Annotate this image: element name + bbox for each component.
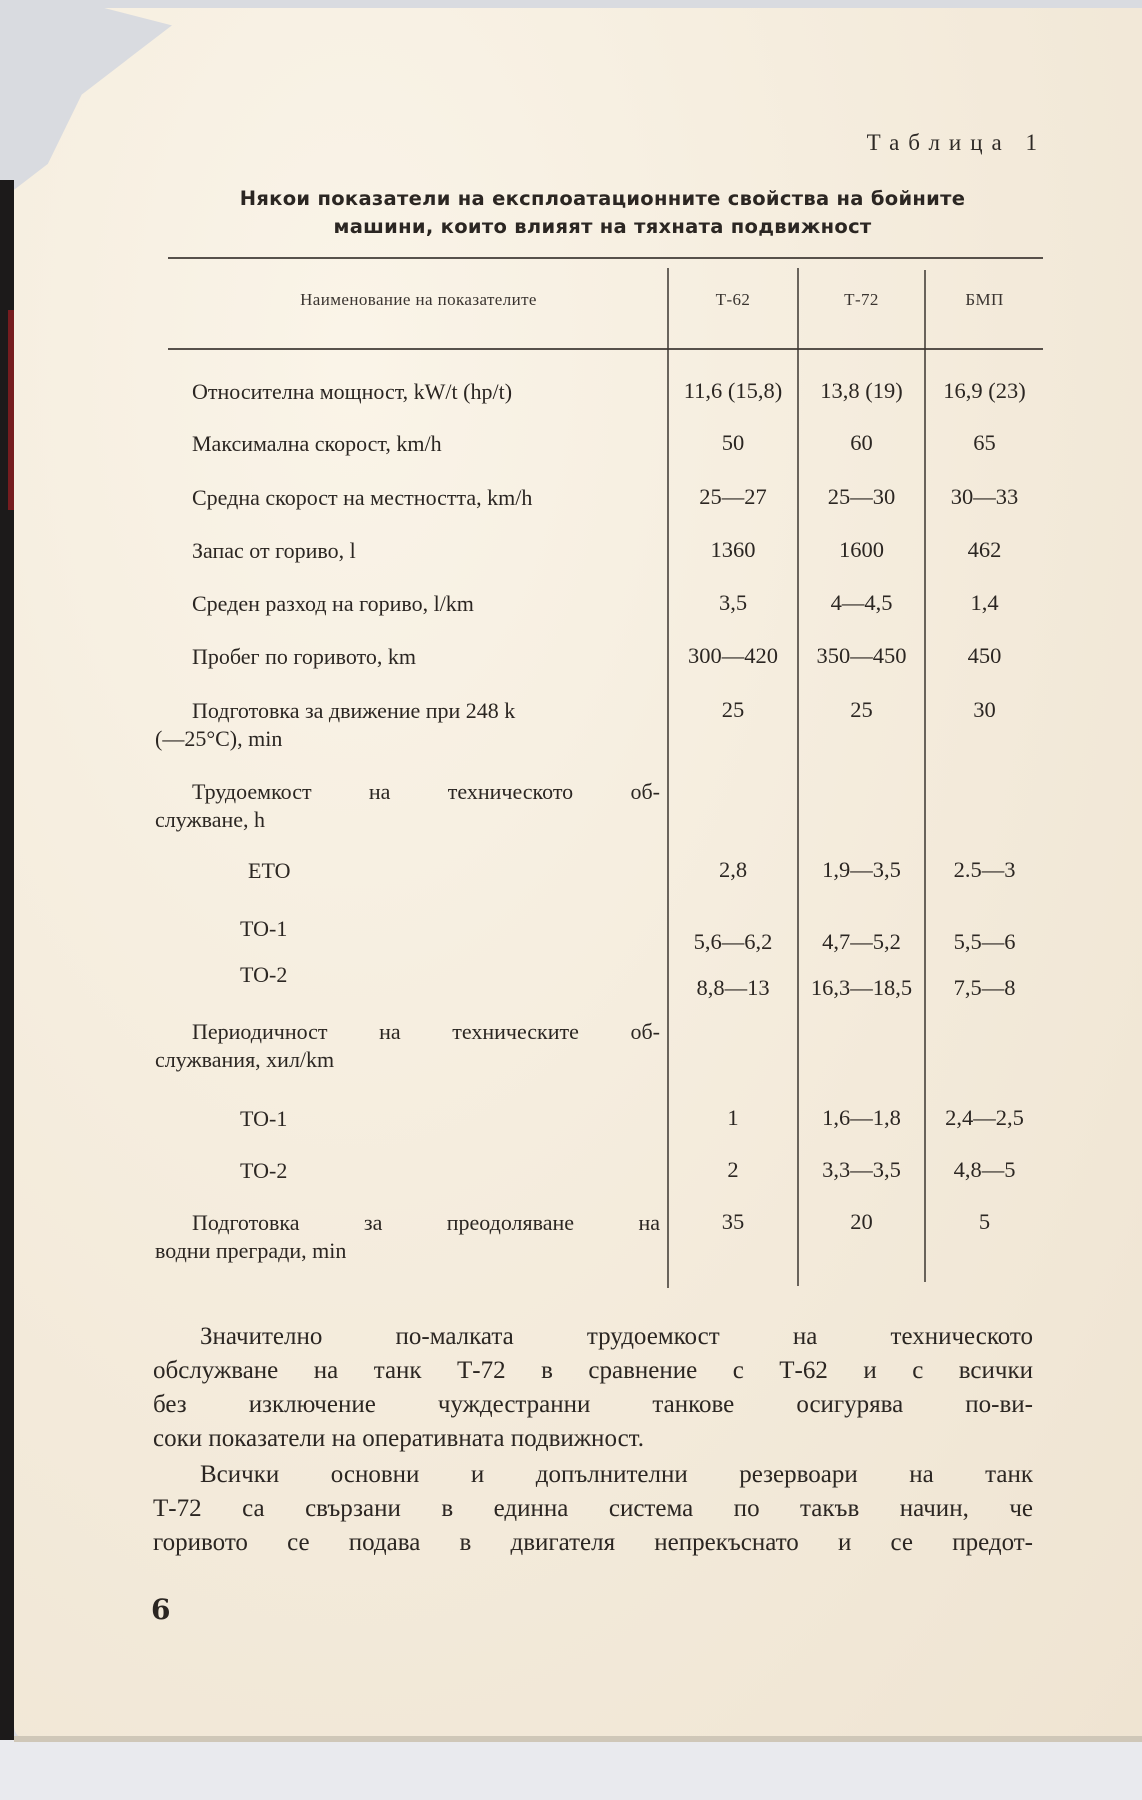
row-label-line: Периодичност на техническите об- bbox=[192, 1019, 660, 1044]
cell-t72: 1,6—1,8 bbox=[822, 1105, 901, 1130]
row-label bbox=[240, 1157, 287, 1185]
row-label bbox=[192, 484, 532, 512]
row-label-line: служване, h bbox=[155, 807, 266, 832]
row-label-line: ТО-2 bbox=[240, 962, 288, 987]
page-edge bbox=[14, 1736, 1142, 1742]
cell-bmp: 65 bbox=[973, 430, 996, 455]
caption-line-2: машини, които влияят на тяхната подвижност bbox=[333, 215, 872, 238]
row-label-line: Пробег по горивото, km bbox=[192, 644, 416, 669]
binding-thread bbox=[8, 310, 14, 510]
cell-bmp: 7,5—8 bbox=[953, 975, 1016, 1000]
cell-t72: 4,7—5,2 bbox=[822, 929, 901, 954]
row-label-line: ТО-1 bbox=[240, 1106, 288, 1131]
cell-t62: 8,8—13 bbox=[696, 975, 770, 1000]
cell-bmp: 5,5—6 bbox=[953, 929, 1016, 954]
cell-t62: 2,8 bbox=[718, 857, 748, 882]
cell-bmp: 5 bbox=[978, 1209, 991, 1234]
row-label-line: Подготовка за движение при 248 k bbox=[192, 698, 516, 723]
cell-t72: 25 bbox=[850, 697, 873, 722]
row-label-line: Максимална скорост, km/h bbox=[192, 431, 442, 456]
cell-t72: 13,8 (19) bbox=[820, 378, 903, 403]
row-label bbox=[155, 1018, 660, 1074]
row-label-line: служвания, хил/km bbox=[155, 1047, 335, 1072]
row-label bbox=[192, 378, 512, 406]
cell-t72: 60 bbox=[850, 430, 873, 455]
cell-t62: 5,6—6,2 bbox=[693, 929, 773, 954]
row-label bbox=[192, 643, 416, 671]
cell-t72: 3,3—3,5 bbox=[822, 1157, 901, 1182]
cell-bmp: 450 bbox=[967, 643, 1002, 668]
header-indicator-name: Наименование на показателите bbox=[300, 290, 537, 309]
header-t72: Т-72 bbox=[844, 290, 879, 309]
cell-t62: 35 bbox=[721, 1209, 745, 1234]
row-label bbox=[248, 857, 290, 885]
header-bmp: БМП bbox=[965, 290, 1004, 309]
cell-t62: 11,6 (15,8) bbox=[683, 378, 783, 403]
row-label-line: Средна скорост на местността, km/h bbox=[192, 485, 533, 510]
paragraph-2-line: Т-72 са свързани в единна система по такъв начин, че bbox=[153, 1495, 1033, 1522]
caption-line-1: Някои показатели на експлоатационните свойства на бойните bbox=[239, 187, 966, 210]
row-label bbox=[155, 778, 660, 834]
cell-bmp: 2.5—3 bbox=[953, 857, 1016, 882]
cell-t72: 350—450 bbox=[816, 643, 907, 668]
paragraph-1-line: без изключение чуждестранни танкове осигурява по-ви- bbox=[153, 1391, 1033, 1418]
cell-t72: 4—4,5 bbox=[830, 590, 893, 615]
scan-background bbox=[0, 1740, 1142, 1800]
row-label bbox=[192, 537, 356, 565]
row-label-line: Подготовка за преодоляване на bbox=[192, 1210, 660, 1235]
paragraph-1 bbox=[153, 1320, 1033, 1456]
cell-t62: 3,5 bbox=[718, 590, 748, 615]
row-label bbox=[240, 915, 287, 943]
paragraph-2 bbox=[153, 1458, 1033, 1560]
page-number: 6 bbox=[151, 1593, 171, 1626]
paragraph-1-line: соки показатели на оперативната подвижност. bbox=[153, 1425, 644, 1452]
row-label bbox=[155, 1209, 660, 1265]
cell-bmp: 1,4 bbox=[970, 590, 999, 615]
row-label-line: Трудоемкост на техническото об- bbox=[192, 779, 660, 804]
cell-bmp: 4,8—5 bbox=[953, 1157, 1016, 1182]
paragraph-2-line: Всички основни и допълнителни резервоари на танк bbox=[200, 1461, 1033, 1488]
column-divider-1 bbox=[667, 268, 669, 1288]
row-label bbox=[192, 590, 474, 618]
cell-t62: 50 bbox=[721, 430, 745, 455]
cell-t62: 300—420 bbox=[688, 643, 778, 668]
cell-t72: 1,9—3,5 bbox=[822, 857, 901, 882]
table-top-rule bbox=[168, 257, 1043, 259]
row-label bbox=[240, 1105, 287, 1133]
table-number: Таблица 1 bbox=[866, 130, 1046, 155]
cell-bmp: 16,9 (23) bbox=[943, 378, 1026, 403]
row-label-line: (—25°C), min bbox=[155, 726, 283, 751]
paragraph-2-line: горивото се подава в двигателя непрекъснато и се предот- bbox=[153, 1529, 1033, 1556]
paragraph-1-line: обслужване на танк Т-72 в сравнение с Т-62 и с всички bbox=[153, 1357, 1033, 1384]
cell-t72: 1600 bbox=[839, 537, 884, 562]
cell-bmp: 462 bbox=[967, 537, 1002, 562]
row-label-line: Среден разход на гориво, l/km bbox=[192, 591, 474, 616]
row-label-line: Запас от гориво, l bbox=[192, 538, 356, 563]
cell-t62: 25 bbox=[721, 697, 745, 722]
row-label-line: ТО-1 bbox=[240, 916, 288, 941]
cell-bmp: 30 bbox=[973, 697, 996, 722]
row-label bbox=[240, 961, 287, 989]
cell-t62: 1360 bbox=[710, 537, 756, 562]
cell-t72: 20 bbox=[850, 1209, 873, 1234]
header-bottom-rule bbox=[168, 348, 1043, 350]
row-label-line: ТО-2 bbox=[240, 1158, 288, 1183]
row-label bbox=[192, 430, 442, 458]
header-t62: Т-62 bbox=[715, 290, 751, 309]
table-caption bbox=[170, 185, 1035, 241]
row-label-line: Относителна мощност, kW/t (hp/t) bbox=[192, 379, 513, 404]
cell-bmp: 2,4—2,5 bbox=[945, 1105, 1024, 1130]
cell-t62: 1 bbox=[727, 1105, 739, 1130]
cell-t62: 25—27 bbox=[699, 484, 767, 509]
paragraph-1-line: Значително по-малката трудоемкост на техническото bbox=[200, 1323, 1033, 1350]
cell-t72: 25—30 bbox=[827, 484, 896, 509]
row-label bbox=[155, 697, 660, 753]
row-label-line: водни прегради, min bbox=[155, 1238, 347, 1263]
cell-t72: 16,3—18,5 bbox=[810, 975, 913, 1000]
cell-t62: 2 bbox=[727, 1157, 739, 1182]
row-label-line: ЕТО bbox=[248, 858, 291, 883]
cell-bmp: 30—33 bbox=[950, 484, 1019, 509]
column-divider-2 bbox=[797, 268, 799, 1286]
